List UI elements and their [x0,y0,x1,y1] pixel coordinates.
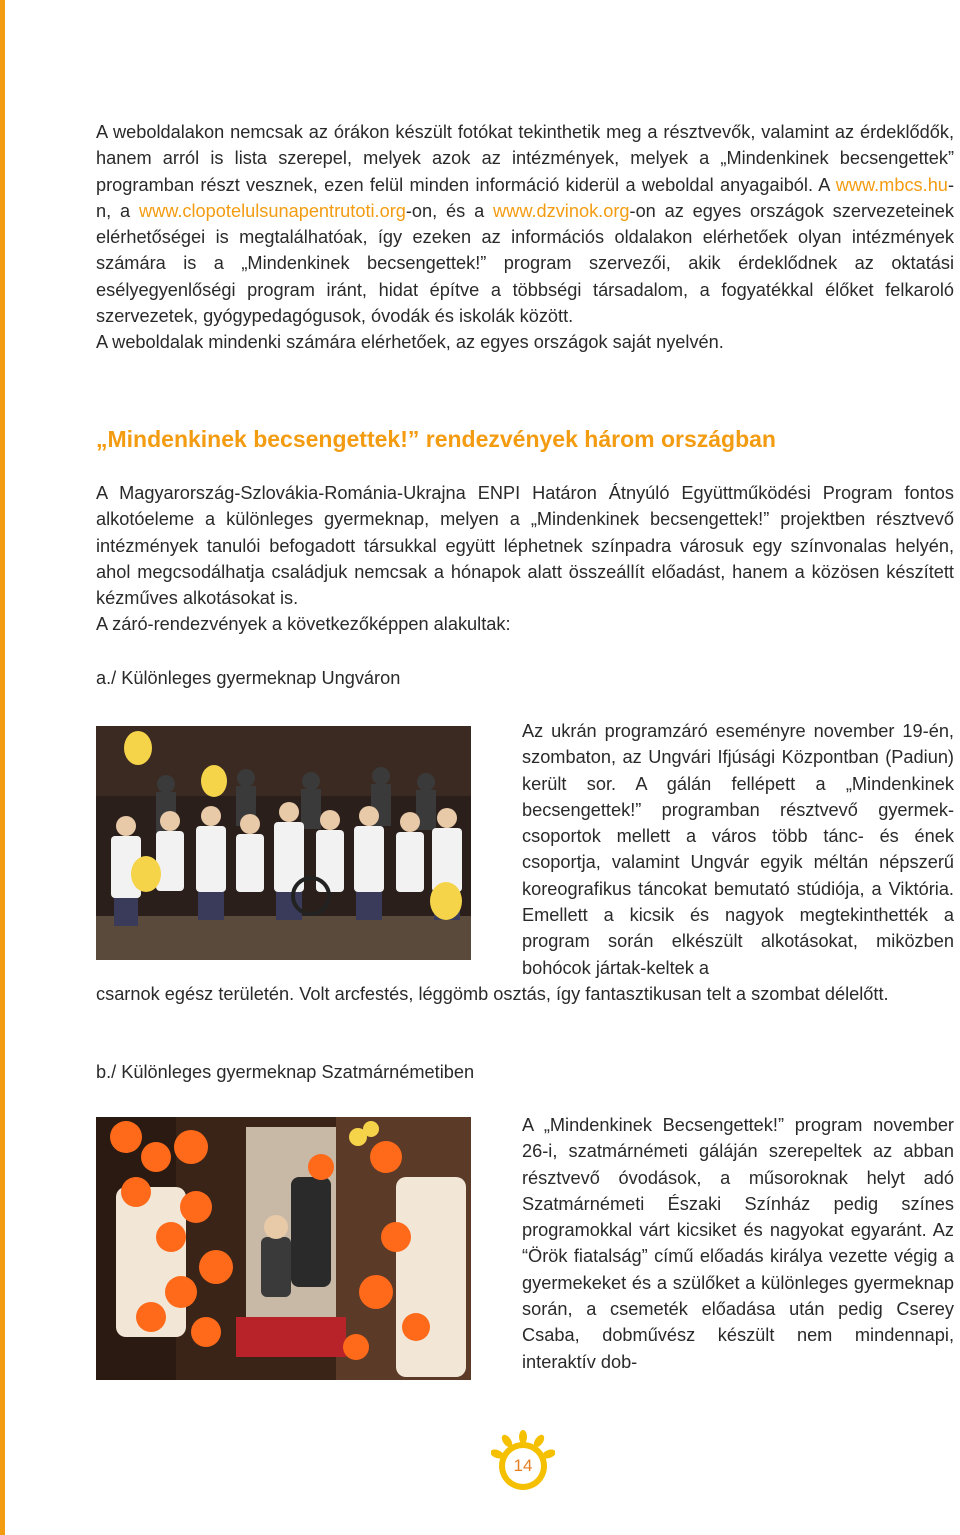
link-mbcs[interactable]: www.mbcs.hu [835,174,948,195]
intro-paragraph-2: A weboldalak mindenki számára elérhetőek, az egyes országok saját nyelvén. [96,332,724,353]
section-paragraph-2: A záró-rendezvények a következőképpen alakultak: [96,614,511,635]
text-ungvar-continued [96,981,954,1007]
section-paragraph-1: A Magyarország-Szlovákia-Románia-Ukrajna ENPI Határon Átnyúló Együttműködési Program fontos alkotóeleme a különleges gyermeknap, melyen a „Mindenkinek becsengettek!” projektben résztvevő intézmények tanulói befogadott társukkal együtt léphetnek színpadra városuk egy színvonalas helyén, ahol megcsodálhatja családjuk nemcsak a hónapok alatt összeállít előadást, hanem a közösen készített kézműves alkotásokat is. [96,483,954,609]
photo-szatmar [96,1117,471,1380]
intro-paragraph [96,119,954,329]
text-ungvar-continued-paragraph: csarnok egész területén. Volt arcfestés, léggömb osztás, így fantasztikusan telt a szombat délelőtt. [96,984,889,1004]
intro-text-3: -on, és a [405,200,494,221]
subheading-a: a./ Különleges gyermeknap Ungváron [96,668,401,688]
page-number-badge [491,1430,555,1494]
intro-block [96,119,954,356]
section-heading: „Mindenkinek becsengettek!” rendezvények három országban [96,426,776,452]
intro-text-1: A weboldalakon nemcsak az órákon készült fotókat tekinthetik meg a résztvevők, valamint az érdeklődők, hanem arról is lista szerepel, melyek azok az intézmények, melyek a „Mindenkinek becsengettek” programban részt vesznek, ezen felül minden információ kiderül a weboldal anyagaiból. A [96,122,954,195]
intro-text-4: -on az egyes országok szervezeteinek elérhetőségei is megtalálhatóak, így ezeken az információs oldalakon elérhetőek olyan intézmények számára is a „Mindenkinek becsengettek!” program szervezői, akik érdeklődnek az oktatási esélyegyenlőségi program iránt, hidat építve a többségi társadalom, a fogyatékkal élőket felkaroló szervezetek, gyógypedagógusok, óvodák és iskolák között. [96,200,954,327]
photo-ungvar-image [96,726,471,960]
page-number: 14 [513,1456,533,1475]
text-szatmar-float-paragraph: A „Mindenkinek Becsengettek!” program november 26-i, szatmárnémeti gáláján szerepeltek az abban résztvevő óvodások, a műsoroknak helyt adó Szatmárnémeti Északi Színház pedig színes programokkal várt kicsiket és nagyokat egyaránt. Az “Örök fiatalság” című előadás királya vezette végig a gyermekeket és a szülőket a különleges gyermeknap során, a csemeték előadása után pedig Cserey Csaba, dobművész készült nem mindennapi, interaktív dob- [522,1115,954,1372]
section-body [96,480,954,638]
subheading-b: b./ Különleges gyermeknap Szatmárnémetiben [96,1062,475,1082]
intro-text-2: -n, a [96,174,954,221]
text-ungvar-float-paragraph: Az ukrán programzáró eseményre november 19-én, szombaton, az Ungvári Ifjúsági Központban (Padiun) került sor. A gálán fellépett a „Mindenkinek becsengettek!” programban résztvevő gyermek-csoportok mellett a város több tánc- és ének csoportja, valamint Ungvár egyik méltán népszerű koreografikus táncokat bemutató stúdiója, a Viktória. Emellett a kicsik és nagyok megtekinthették a program során elkészült alkotásokat, miközben bohócok jártak-keltek a [522,721,954,978]
photo-szatmar-image [96,1117,471,1380]
text-szatmar-float [522,1112,954,1375]
page-edge-stripe [0,0,5,1535]
photo-ungvar [96,726,471,960]
link-clopotel[interactable]: www.clopotelulsunapentrutoti.org [138,200,406,221]
link-dzvinok[interactable]: www.dzvinok.org [493,200,630,221]
text-ungvar-float [522,718,954,981]
